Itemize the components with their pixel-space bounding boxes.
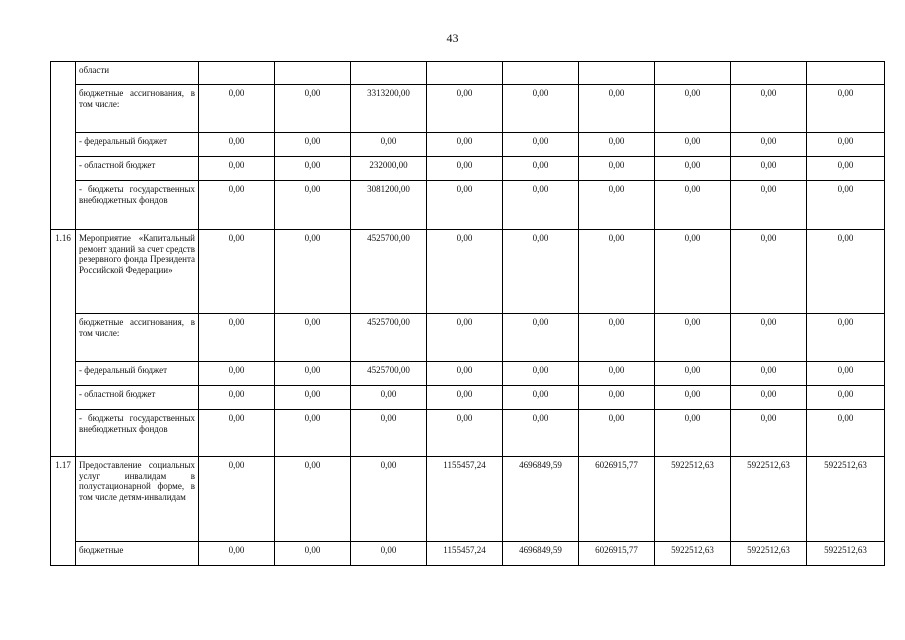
table-row — [51, 410, 885, 457]
value-cell: 0,00 — [579, 386, 655, 410]
table-row — [51, 85, 885, 133]
value-cell: 0,00 — [579, 230, 655, 314]
value-cell: 0,00 — [275, 457, 351, 542]
value-cell: 0,00 — [427, 386, 503, 410]
value-cell: 4696849,59 — [503, 542, 579, 566]
row-description-cell: - областной бюджет — [76, 157, 199, 181]
value-cell: 0,00 — [807, 85, 885, 133]
value-cell: 0,00 — [351, 133, 427, 157]
value-cell: 0,00 — [655, 157, 731, 181]
value-cell: 0,00 — [275, 542, 351, 566]
value-cell: 0,00 — [579, 133, 655, 157]
row-description-cell: Мероприятие «Капитальный ремонт зданий за счет средств резервного фонда Президента Российской Федерации» — [76, 230, 199, 314]
value-cell: 0,00 — [275, 362, 351, 386]
table-body — [51, 62, 885, 566]
value-cell: 0,00 — [655, 230, 731, 314]
value-cell — [655, 62, 731, 85]
value-cell: 0,00 — [275, 157, 351, 181]
table-row — [51, 230, 885, 314]
value-cell: 0,00 — [199, 314, 275, 362]
value-cell: 0,00 — [655, 133, 731, 157]
value-cell: 0,00 — [807, 157, 885, 181]
value-cell — [275, 62, 351, 85]
row-number-cell: 1.16 — [51, 230, 76, 457]
table-row — [51, 133, 885, 157]
value-cell: 0,00 — [579, 157, 655, 181]
value-cell: 0,00 — [503, 85, 579, 133]
value-cell: 4525700,00 — [351, 362, 427, 386]
table-row — [51, 362, 885, 386]
value-cell: 3081200,00 — [351, 181, 427, 230]
value-cell: 5922512,63 — [655, 542, 731, 566]
value-cell: 0,00 — [351, 542, 427, 566]
value-cell: 0,00 — [731, 314, 807, 362]
value-cell: 5922512,63 — [807, 457, 885, 542]
value-cell: 0,00 — [427, 314, 503, 362]
row-description-cell: - бюджеты государственных внебюджетных фондов — [76, 181, 199, 230]
value-cell: 0,00 — [351, 410, 427, 457]
value-cell — [351, 62, 427, 85]
value-cell: 0,00 — [503, 157, 579, 181]
table-row — [51, 157, 885, 181]
value-cell: 0,00 — [655, 386, 731, 410]
value-cell: 0,00 — [731, 157, 807, 181]
table-row — [51, 314, 885, 362]
row-description-cell: - федеральный бюджет — [76, 362, 199, 386]
page-number: 43 — [446, 31, 459, 45]
value-cell: 0,00 — [199, 230, 275, 314]
value-cell: 5922512,63 — [807, 542, 885, 566]
value-cell: 0,00 — [579, 181, 655, 230]
row-description-cell: бюджетные ассигнования, в том числе: — [76, 85, 199, 133]
value-cell: 0,00 — [655, 362, 731, 386]
value-cell: 0,00 — [427, 362, 503, 386]
value-cell: 4525700,00 — [351, 230, 427, 314]
value-cell: 0,00 — [427, 133, 503, 157]
value-cell — [807, 62, 885, 85]
value-cell: 6026915,77 — [579, 457, 655, 542]
value-cell: 0,00 — [503, 230, 579, 314]
value-cell — [503, 62, 579, 85]
row-description-cell: - областной бюджет — [76, 386, 199, 410]
value-cell: 0,00 — [503, 362, 579, 386]
value-cell: 0,00 — [807, 181, 885, 230]
value-cell: 0,00 — [427, 181, 503, 230]
value-cell: 0,00 — [731, 230, 807, 314]
value-cell: 0,00 — [731, 85, 807, 133]
value-cell: 0,00 — [199, 410, 275, 457]
value-cell: 0,00 — [807, 386, 885, 410]
row-number-cell: 1.17 — [51, 457, 76, 566]
table-row — [51, 542, 885, 566]
value-cell: 0,00 — [579, 410, 655, 457]
value-cell: 0,00 — [579, 362, 655, 386]
value-cell: 0,00 — [275, 230, 351, 314]
value-cell: 0,00 — [579, 85, 655, 133]
value-cell: 5922512,63 — [731, 542, 807, 566]
budget-table — [50, 61, 885, 566]
value-cell: 0,00 — [275, 386, 351, 410]
value-cell: 0,00 — [199, 157, 275, 181]
value-cell: 0,00 — [427, 410, 503, 457]
value-cell: 3313200,00 — [351, 85, 427, 133]
value-cell: 0,00 — [503, 181, 579, 230]
value-cell: 0,00 — [503, 410, 579, 457]
value-cell: 0,00 — [503, 133, 579, 157]
value-cell: 0,00 — [655, 181, 731, 230]
value-cell: 0,00 — [807, 410, 885, 457]
value-cell: 232000,00 — [351, 157, 427, 181]
value-cell: 0,00 — [579, 314, 655, 362]
row-description-cell: Предоставление социальных услуг инвалидам в полустационарной форме, в том числе детям-инвалидам — [76, 457, 199, 542]
value-cell: 0,00 — [199, 386, 275, 410]
value-cell — [427, 62, 503, 85]
table-row — [51, 62, 885, 85]
value-cell: 0,00 — [199, 542, 275, 566]
value-cell: 0,00 — [275, 133, 351, 157]
value-cell: 0,00 — [427, 157, 503, 181]
value-cell: 0,00 — [731, 181, 807, 230]
row-number-cell — [51, 62, 76, 230]
table-row — [51, 457, 885, 542]
value-cell: 0,00 — [731, 133, 807, 157]
value-cell: 1155457,24 — [427, 542, 503, 566]
value-cell: 0,00 — [351, 457, 427, 542]
value-cell: 5922512,63 — [655, 457, 731, 542]
value-cell: 0,00 — [807, 230, 885, 314]
table-row — [51, 386, 885, 410]
value-cell: 0,00 — [275, 85, 351, 133]
value-cell: 0,00 — [503, 386, 579, 410]
row-description-cell: бюджетные ассигнования, в том числе: — [76, 314, 199, 362]
value-cell: 0,00 — [199, 181, 275, 230]
value-cell: 0,00 — [427, 230, 503, 314]
value-cell: 0,00 — [655, 410, 731, 457]
value-cell: 0,00 — [199, 362, 275, 386]
value-cell: 0,00 — [199, 457, 275, 542]
value-cell — [731, 62, 807, 85]
value-cell — [199, 62, 275, 85]
value-cell: 5922512,63 — [731, 457, 807, 542]
value-cell: 0,00 — [199, 85, 275, 133]
value-cell: 0,00 — [655, 314, 731, 362]
value-cell — [579, 62, 655, 85]
row-description-cell: - федеральный бюджет — [76, 133, 199, 157]
table-row — [51, 181, 885, 230]
value-cell: 0,00 — [807, 133, 885, 157]
value-cell: 6026915,77 — [579, 542, 655, 566]
value-cell: 0,00 — [807, 314, 885, 362]
value-cell: 0,00 — [275, 314, 351, 362]
value-cell: 1155457,24 — [427, 457, 503, 542]
row-description-cell: - бюджеты государственных внебюджетных фондов — [76, 410, 199, 457]
value-cell: 0,00 — [655, 85, 731, 133]
value-cell: 4696849,59 — [503, 457, 579, 542]
value-cell: 4525700,00 — [351, 314, 427, 362]
value-cell: 0,00 — [731, 410, 807, 457]
value-cell: 0,00 — [807, 362, 885, 386]
value-cell: 0,00 — [731, 386, 807, 410]
row-description-cell: области — [76, 62, 199, 85]
value-cell: 0,00 — [199, 133, 275, 157]
value-cell: 0,00 — [351, 386, 427, 410]
value-cell: 0,00 — [427, 85, 503, 133]
value-cell: 0,00 — [503, 314, 579, 362]
value-cell: 0,00 — [275, 410, 351, 457]
row-description-cell: бюджетные — [76, 542, 199, 566]
value-cell: 0,00 — [275, 181, 351, 230]
value-cell: 0,00 — [731, 362, 807, 386]
